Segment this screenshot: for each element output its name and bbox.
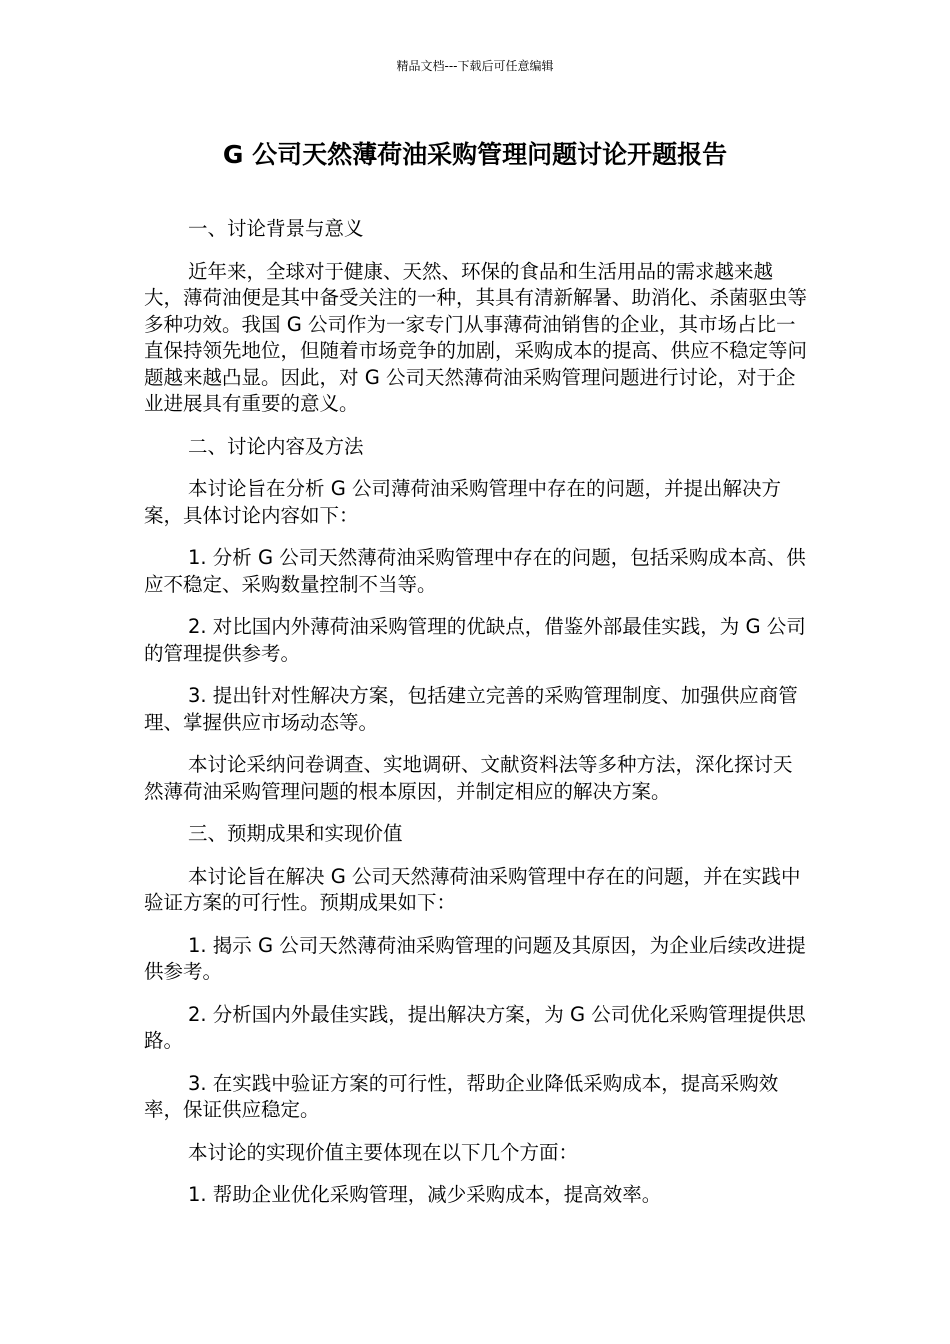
paragraph: 本讨论旨在解决 G 公司天然薄荷油采购管理中存在的问题，并在实践中验证方案的可行性。预期成果如下： bbox=[144, 864, 801, 914]
list-item: 1. 揭示 G 公司天然薄荷油采购管理的问题及其原因，为企业后续改进提供参考。 bbox=[144, 933, 806, 983]
list-item: 1. 帮助企业优化采购管理，减少采购成本，提高效率。 bbox=[188, 1183, 662, 1206]
header-watermark: 精品文档---下载后可任意编辑 bbox=[396, 59, 554, 73]
list-item: 3. 在实践中验证方案的可行性，帮助企业降低采购成本，提高采购效率，保证供应稳定。 bbox=[144, 1071, 779, 1121]
paragraph: 近年来，全球对于健康、天然、环保的食品和生活用品的需求越来越大，薄荷油便是其中备受关注的一种，其具有清新解暑、助消化、杀菌驱虫等多种功效。我国 G 公司作为一家专门从事薄荷油销售的企业，其市场占比一直保持领先地位，但随着市场竞争的加剧，采购成本的提高、供应不稳定等问题越来越凸显。因此，对 G 公司天然薄荷油采购管理问题进行讨论，对于企业进展具有重要的意义。 bbox=[144, 259, 808, 415]
list-item: 2. 对比国内外薄荷油采购管理的优缺点，借鉴外部最佳实践，为 G 公司的管理提供参考。 bbox=[144, 615, 806, 665]
section-heading-background: 一、讨论背景与意义 bbox=[188, 217, 364, 240]
section-heading-outcomes: 三、预期成果和实现价值 bbox=[188, 822, 403, 845]
section-heading-content-method: 二、讨论内容及方法 bbox=[188, 434, 364, 458]
list-item: 1. 分析 G 公司天然薄荷油采购管理中存在的问题，包括采购成本高、供应不稳定、采购数量控制不当等。 bbox=[144, 546, 806, 596]
paragraph: 本讨论旨在分析 G 公司薄荷油采购管理中存在的问题，并提出解决方案，具体讨论内容如下： bbox=[144, 477, 782, 527]
list-item: 2. 分析国内外最佳实践，提出解决方案，为 G 公司优化采购管理提供思路。 bbox=[144, 1002, 806, 1052]
paragraph: 本讨论采纳问卷调查、实地调研、文献资料法等多种方法，深化探讨天然薄荷油采购管理问题的根本原因，并制定相应的解决方案。 bbox=[144, 753, 793, 803]
list-item: 3. 提出针对性解决方案，包括建立完善的采购管理制度、加强供应商管理、掌握供应市场动态等。 bbox=[144, 684, 798, 734]
paragraph: 本讨论的实现价值主要体现在以下几个方面： bbox=[188, 1140, 579, 1164]
document-body bbox=[144, 216, 808, 1225]
document-title: G 公司天然薄荷油采购管理问题讨论开题报告 bbox=[222, 140, 728, 169]
